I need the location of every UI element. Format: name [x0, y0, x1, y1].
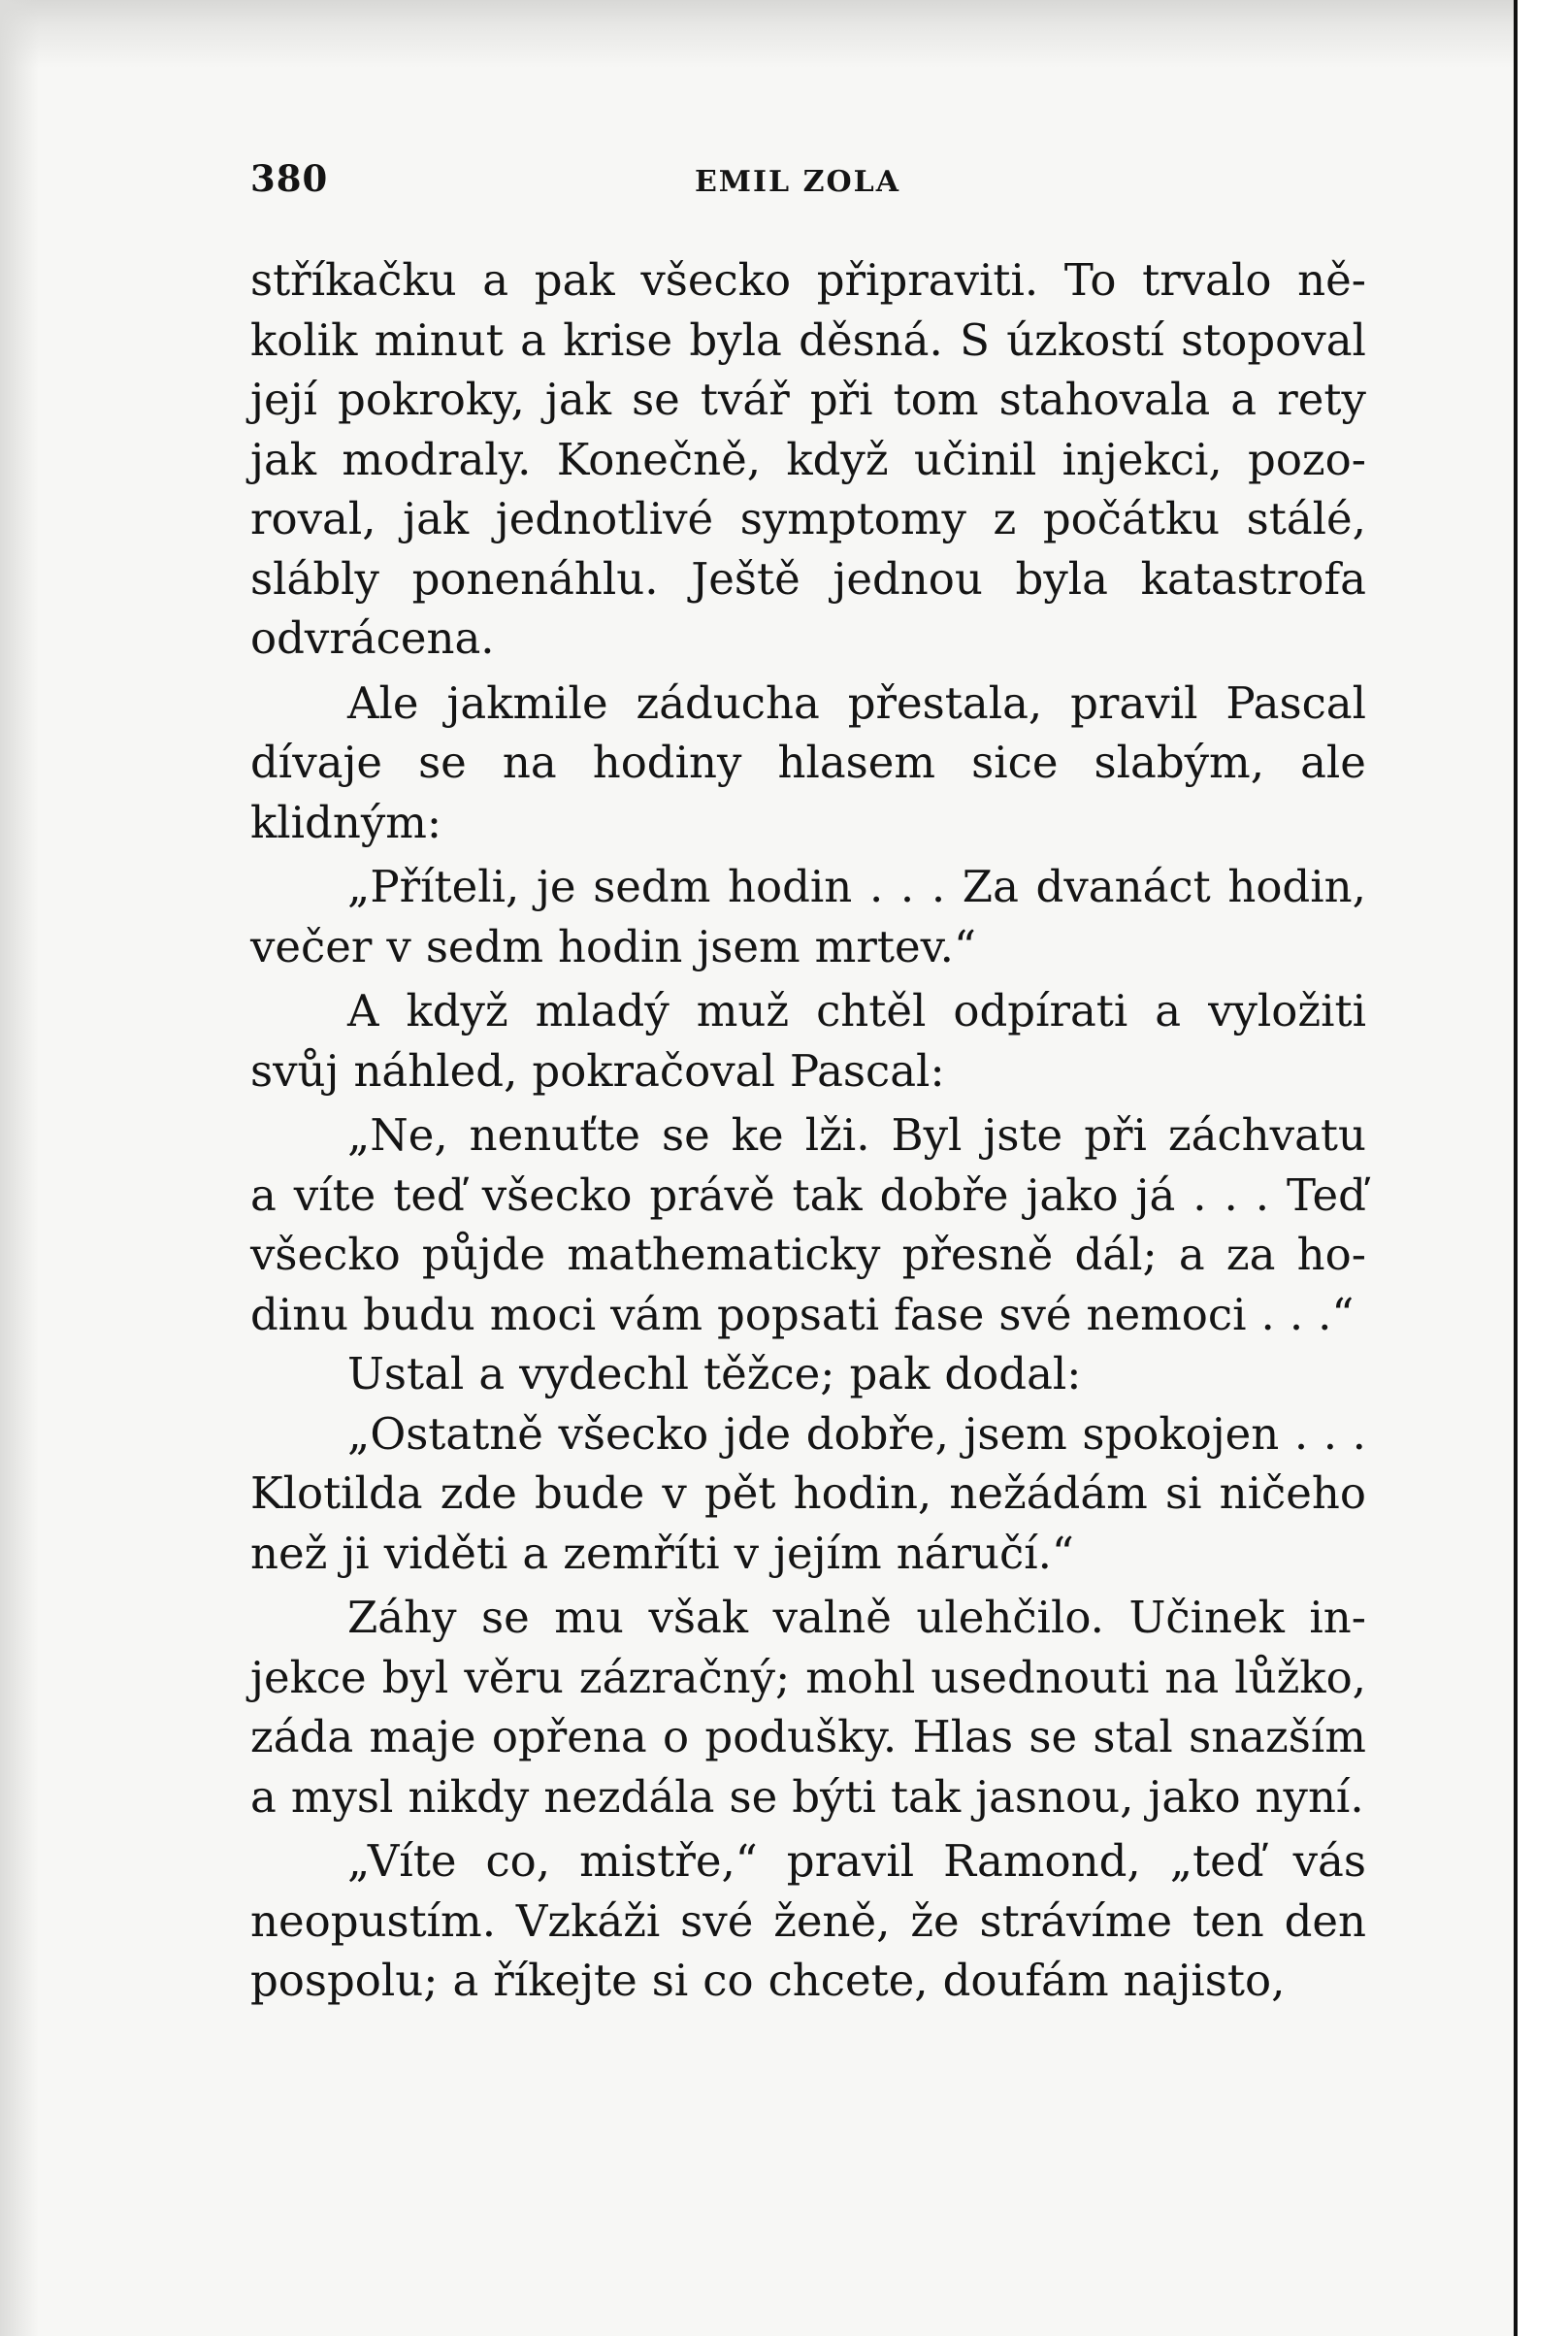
text-line: svůj náhled, pokračoval Pascal:: [250, 1044, 945, 1097]
text-line: a mysl nikdy nezdála se býti tak jasnou, jako nyní.: [250, 1770, 1364, 1823]
page-number: 380: [250, 157, 329, 200]
paragraph: [250, 857, 1366, 976]
text-column: [250, 250, 1366, 2011]
paragraph: [250, 1105, 1366, 1344]
author-header: EMIL ZOLA: [694, 165, 900, 199]
scan-border-right: [1514, 0, 1568, 2336]
paragraph: [250, 1588, 1366, 1826]
text-line: a víte teď všecko právě tak dobře jako já . . . Teď: [250, 1168, 1366, 1221]
text-line: „Ostatně všecko jde dobře, jsem spokojen . . .: [347, 1407, 1366, 1460]
text-line: večer v sedm hodin jsem mrtev.“: [250, 920, 976, 972]
text-line: odvrácena.: [250, 612, 495, 664]
text-line: Záhy se mu však valně ulehčilo. Učinek in-: [347, 1592, 1366, 1643]
text-line: klidným:: [250, 796, 442, 848]
page-edge-shadow-top: [0, 0, 1568, 68]
text-line: jak modraly. Konečně, když učinil injekci, pozo-: [250, 433, 1366, 485]
text-line: „Příteli, je sedm hodin . . . Za dvanáct hodin,: [347, 861, 1366, 912]
text-line: „Ne, nenuťte se ke lži. Byl jste při záchvatu: [347, 1109, 1366, 1161]
text-line: její pokroky, jak se tvář při tom stahovala a rety: [250, 374, 1366, 425]
text-line: záda maje opřena o podušky. Hlas se stal snazším: [250, 1711, 1366, 1762]
text-line: roval, jak jednotlivé symptomy z počátku stálé,: [250, 493, 1366, 544]
text-line: pospolu; a říkejte si co chcete, doufám najisto,: [250, 1955, 1286, 2006]
text-line: jekce byl věru zázračný; mohl usednouti na lůžko,: [250, 1651, 1366, 1703]
text-line: všecko půjde mathematicky přesně dál; a za ho-: [250, 1229, 1366, 1280]
text-line: Ustal a vydechl těžce; pak dodal:: [347, 1348, 1082, 1399]
text-line: Ale jakmile záducha přestala, pravil Pascal: [347, 676, 1366, 729]
text-line: než ji viděti a zemříti v jejím náručí.“: [250, 1527, 1074, 1579]
paragraph: [250, 1404, 1366, 1584]
text-line: neopustím. Vzkáži své ženě, že strávíme ten den: [250, 1894, 1366, 1947]
text-line: kolik minut a krise byla děsná. S úzkostí stopoval: [250, 313, 1366, 366]
running-header: [250, 157, 1366, 206]
text-line: stříkačku a pak všecko připraviti. To trvalo ně-: [250, 254, 1366, 306]
paragraph: [250, 1344, 1366, 1404]
text-line: A když mladý muž chtěl odpírati a vyložiti: [347, 985, 1366, 1036]
text-line: dívaje se na hodiny hlasem sice slabým, ale: [250, 737, 1366, 788]
text-line: Klotilda zde bude v pět hodin, nežádám si ničeho: [250, 1467, 1366, 1519]
page-edge-shadow-left: [0, 0, 39, 2336]
text-line: slábly ponenáhlu. Ještě jednou byla katastrofa: [250, 552, 1366, 605]
paragraph: [250, 1831, 1366, 2011]
text-line: dinu budu moci vám popsati fase své nemoci . . .“: [250, 1288, 1355, 1340]
paragraph: [250, 674, 1366, 853]
text-line: „Víte co, mistře,“ pravil Ramond, „teď vás: [347, 1835, 1366, 1887]
paragraph: [250, 981, 1366, 1101]
paragraph: [250, 250, 1366, 669]
